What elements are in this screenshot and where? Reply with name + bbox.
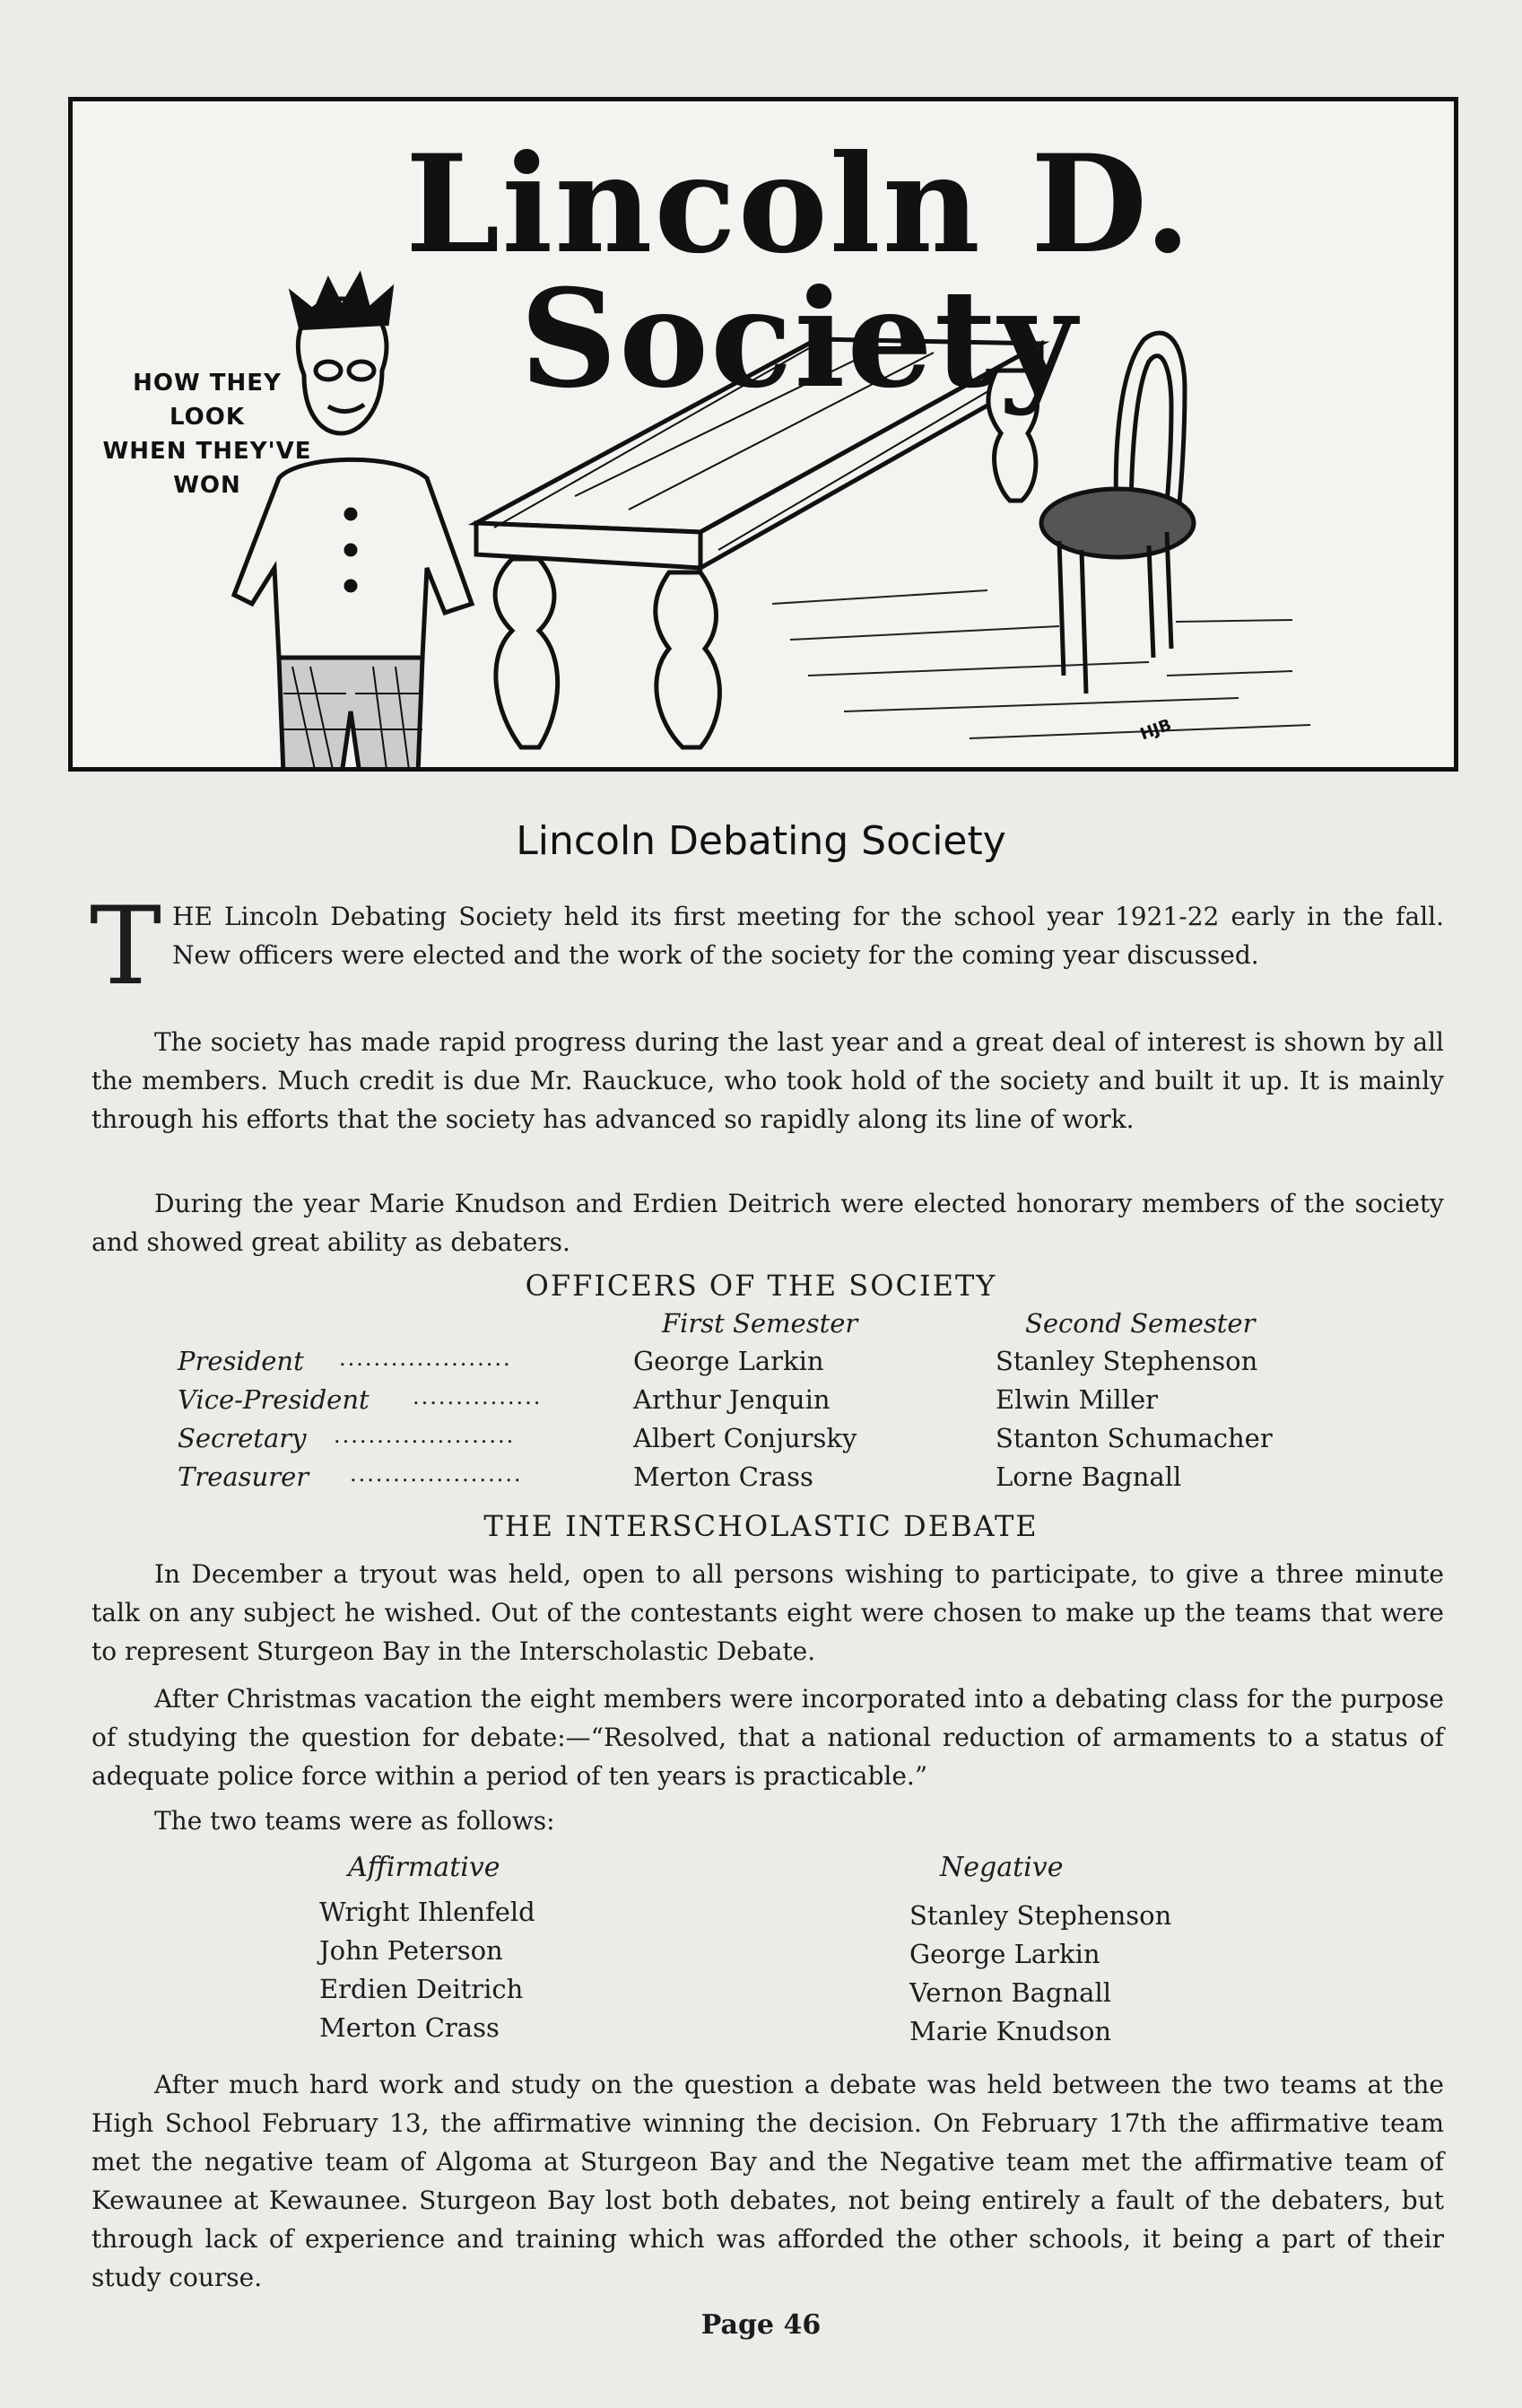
list-item: Merton Crass xyxy=(319,2012,500,2043)
banner-title: Lincoln D. Society xyxy=(404,126,1194,418)
officer-second: Elwin Miller xyxy=(996,1384,1158,1415)
artist-initials: HJB xyxy=(1137,715,1175,745)
cartoon-banner xyxy=(68,97,1458,772)
debate-paragraph-2: After Christmas vacation the eight members were incorporated into a debating class for the purpose of studying the question for debate:—“Resolved, that a national reduction of armaments to a status of adequate police force within a period of ten years is practicable.” xyxy=(91,1684,1444,1791)
officers-heading: OFFICERS OF THE SOCIETY xyxy=(525,1269,997,1303)
negative-label: Negative xyxy=(940,1852,1064,1883)
officer-first: George Larkin xyxy=(633,1346,824,1376)
list-item: John Peterson xyxy=(319,1935,503,1966)
dot-leader: .................... xyxy=(339,1346,512,1371)
officer-row xyxy=(0,1461,1522,1500)
negative-team-list xyxy=(909,1897,1171,2051)
officer-first: Merton Crass xyxy=(633,1461,813,1492)
intro-paragraph-1 xyxy=(90,885,1444,1009)
debate-paragraph-4: After much hard work and study on the question a debate was held between the two teams at the High School February 13, the affirmative winning the decision. On February 17th the affirmative team met the negative team of Algoma at Sturgeon Bay and the Negative team met the affirmative team of Kewaunee at Kewaunee. Sturgeon Bay lost both debates, not being entirely a fault of the debaters, but through lack of experience and training which was afforded the other schools, it being a part of their study course. xyxy=(91,2070,1444,2292)
caption-line: LOOK xyxy=(170,404,245,431)
officer-second: Stanley Stephenson xyxy=(996,1346,1258,1376)
drop-cap: T xyxy=(90,885,162,1009)
list-item: Erdien Deitrich xyxy=(319,1974,524,2004)
dot-leader: ............... xyxy=(413,1384,543,1409)
intro-text-1: HE Lincoln Debating Society held its first meeting for the school year 1921-22 early in the fall. New officers were elected and the work of the society for the coming year discussed. xyxy=(172,902,1444,970)
page-title: Lincoln Debating Society xyxy=(516,818,1006,864)
intro-paragraph-2: The society has made rapid progress during the last year and a great deal of interest is shown by all the members. Much credit is due Mr. Rauckuce, who took hold of the society and built it up. It is mainly through his efforts that the society has advanced so rapidly along its line of work. xyxy=(91,1027,1444,1134)
intro-paragraph-3: During the year Marie Knudson and Erdien Deitrich were elected honorary members of the society and showed great ability as debaters. xyxy=(91,1189,1444,1257)
officer-first: Arthur Jenquin xyxy=(633,1384,831,1415)
affirmative-label: Affirmative xyxy=(348,1852,500,1883)
list-item: Vernon Bagnall xyxy=(909,1977,1112,2008)
caption-line: WHEN THEY'VE xyxy=(102,438,312,465)
caption-line: WON xyxy=(173,472,241,499)
debate-heading: THE INTERSCHOLASTIC DEBATE xyxy=(483,1509,1039,1543)
affirmative-team-list xyxy=(319,1893,535,2047)
floor-lines-icon xyxy=(772,590,1310,738)
dot-leader: .................... xyxy=(350,1461,523,1487)
cartoon-caption xyxy=(91,366,324,502)
officer-role: Treasurer xyxy=(178,1461,309,1492)
list-item: Wright Ihlenfeld xyxy=(319,1897,535,1927)
officer-row xyxy=(0,1384,1522,1423)
debate-paragraph-1: In December a tryout was held, open to all persons wishing to participate, to give a three minute talk on any subject he wished. Out of the contestants eight were chosen to make up the teams that were to represent Sturgeon Bay in the Interscholastic Debate. xyxy=(91,1559,1444,1666)
caption-line: HOW THEY xyxy=(133,370,282,397)
list-item: Stanley Stephenson xyxy=(909,1900,1172,1931)
officer-role: Secretary xyxy=(178,1423,307,1453)
second-semester-label: Second Semester xyxy=(1025,1308,1256,1339)
first-semester-label: First Semester xyxy=(662,1308,858,1339)
officer-role: President xyxy=(178,1346,304,1376)
officer-second: Lorne Bagnall xyxy=(996,1461,1182,1492)
officer-role: Vice-President xyxy=(178,1384,370,1415)
list-item: George Larkin xyxy=(909,1939,1100,1969)
list-item: Marie Knudson xyxy=(909,2016,1112,2046)
dot-leader: ..................... xyxy=(334,1423,516,1448)
officer-row xyxy=(0,1423,1522,1461)
debate-paragraph-3: The two teams were as follows: xyxy=(154,1806,555,1836)
officer-second: Stanton Schumacher xyxy=(996,1423,1273,1453)
officer-first: Albert Conjursky xyxy=(633,1423,857,1453)
page-number: Page 46 xyxy=(700,2309,822,2341)
officer-row xyxy=(0,1346,1522,1384)
